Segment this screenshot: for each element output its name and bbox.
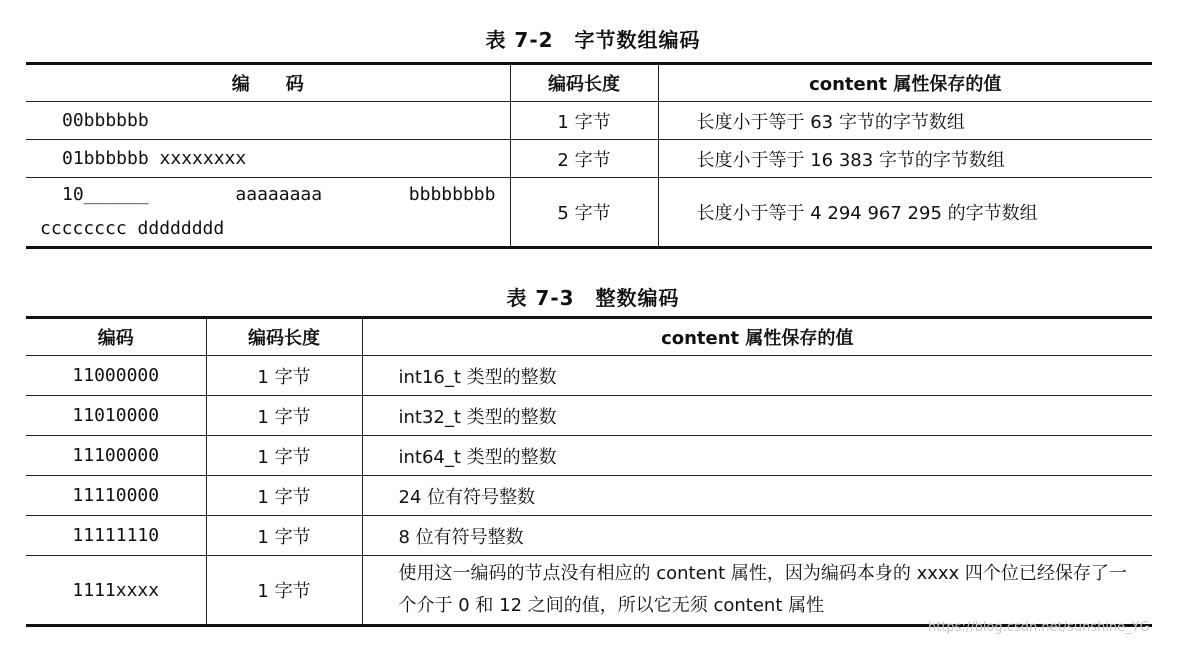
table-row — [26, 516, 1152, 556]
table-row — [26, 476, 1152, 516]
table-row — [26, 436, 1152, 476]
table-header-row — [26, 64, 1152, 102]
header-content-value: content 属性保存的值 — [658, 64, 1152, 102]
encoding-byte-2: aaaaaaaa — [235, 184, 323, 205]
length-cell: 1 字节 — [206, 516, 362, 556]
header-encoding-length: 编码长度 — [206, 318, 362, 356]
content-cell: 长度小于等于 63 字节的字节数组 — [658, 102, 1152, 140]
length-cell: 1 字节 — [206, 476, 362, 516]
table-row — [26, 178, 1152, 248]
table-header-row — [26, 318, 1152, 356]
encoding-cell: 11100000 — [26, 436, 206, 476]
content-cell: int64_t 类型的整数 — [362, 436, 1152, 476]
encoding-byte-1: 10______ — [62, 184, 149, 205]
length-cell: 1 字节 — [206, 556, 362, 626]
encoding-cell: 01bbbbbb xxxxxxxx — [26, 140, 510, 178]
table-row — [26, 356, 1152, 396]
encoding-cell: 11111110 — [26, 516, 206, 556]
header-encoding-length: 编码长度 — [510, 64, 658, 102]
encoding-cell: 1111xxxx — [26, 556, 206, 626]
content-cell: 使用这一编码的节点没有相应的 content 属性，因为编码本身的 xxxx 四个位已经保存了一个介于 0 和 12 之间的值，所以它无须 content 属性 — [362, 556, 1152, 626]
content-cell: int32_t 类型的整数 — [362, 396, 1152, 436]
table-row — [26, 396, 1152, 436]
header-content-value: content 属性保存的值 — [362, 318, 1152, 356]
encoding-line-1 — [40, 178, 496, 212]
length-cell: 1 字节 — [206, 356, 362, 396]
header-encoding: 编 码 — [26, 64, 510, 102]
content-cell: 长度小于等于 4 294 967 295 的字节数组 — [658, 178, 1152, 248]
length-cell: 1 字节 — [206, 436, 362, 476]
encoding-cell: 11000000 — [26, 356, 206, 396]
table-row — [26, 556, 1152, 626]
content-cell: 长度小于等于 16 383 字节的字节数组 — [658, 140, 1152, 178]
header-encoding: 编码 — [26, 318, 206, 356]
encoding-cell: 11010000 — [26, 396, 206, 436]
length-cell: 1 字节 — [510, 102, 658, 140]
encoding-cell: 00bbbbbb — [26, 102, 510, 140]
length-cell: 5 字节 — [510, 178, 658, 248]
length-cell: 1 字节 — [206, 396, 362, 436]
length-cell: 2 字节 — [510, 140, 658, 178]
table-7-3-title: 表 7-3 整数编码 — [506, 286, 680, 310]
encoding-line-2: cccccccc dddddddd — [40, 218, 225, 239]
content-cell: 8 位有符号整数 — [362, 516, 1152, 556]
byte-array-encoding-table — [26, 62, 1152, 249]
table-7-2-title: 表 7-2 字节数组编码 — [485, 28, 701, 52]
watermark-url: https://blog.csdn.net/sunshine_YG — [928, 620, 1150, 635]
table-row — [26, 140, 1152, 178]
encoding-cell: 11110000 — [26, 476, 206, 516]
integer-encoding-table — [26, 316, 1152, 627]
table-row — [26, 102, 1152, 140]
content-cell: 24 位有符号整数 — [362, 476, 1152, 516]
encoding-byte-3: bbbbbbbb — [408, 184, 496, 205]
content-cell: int16_t 类型的整数 — [362, 356, 1152, 396]
encoding-cell — [26, 178, 510, 248]
